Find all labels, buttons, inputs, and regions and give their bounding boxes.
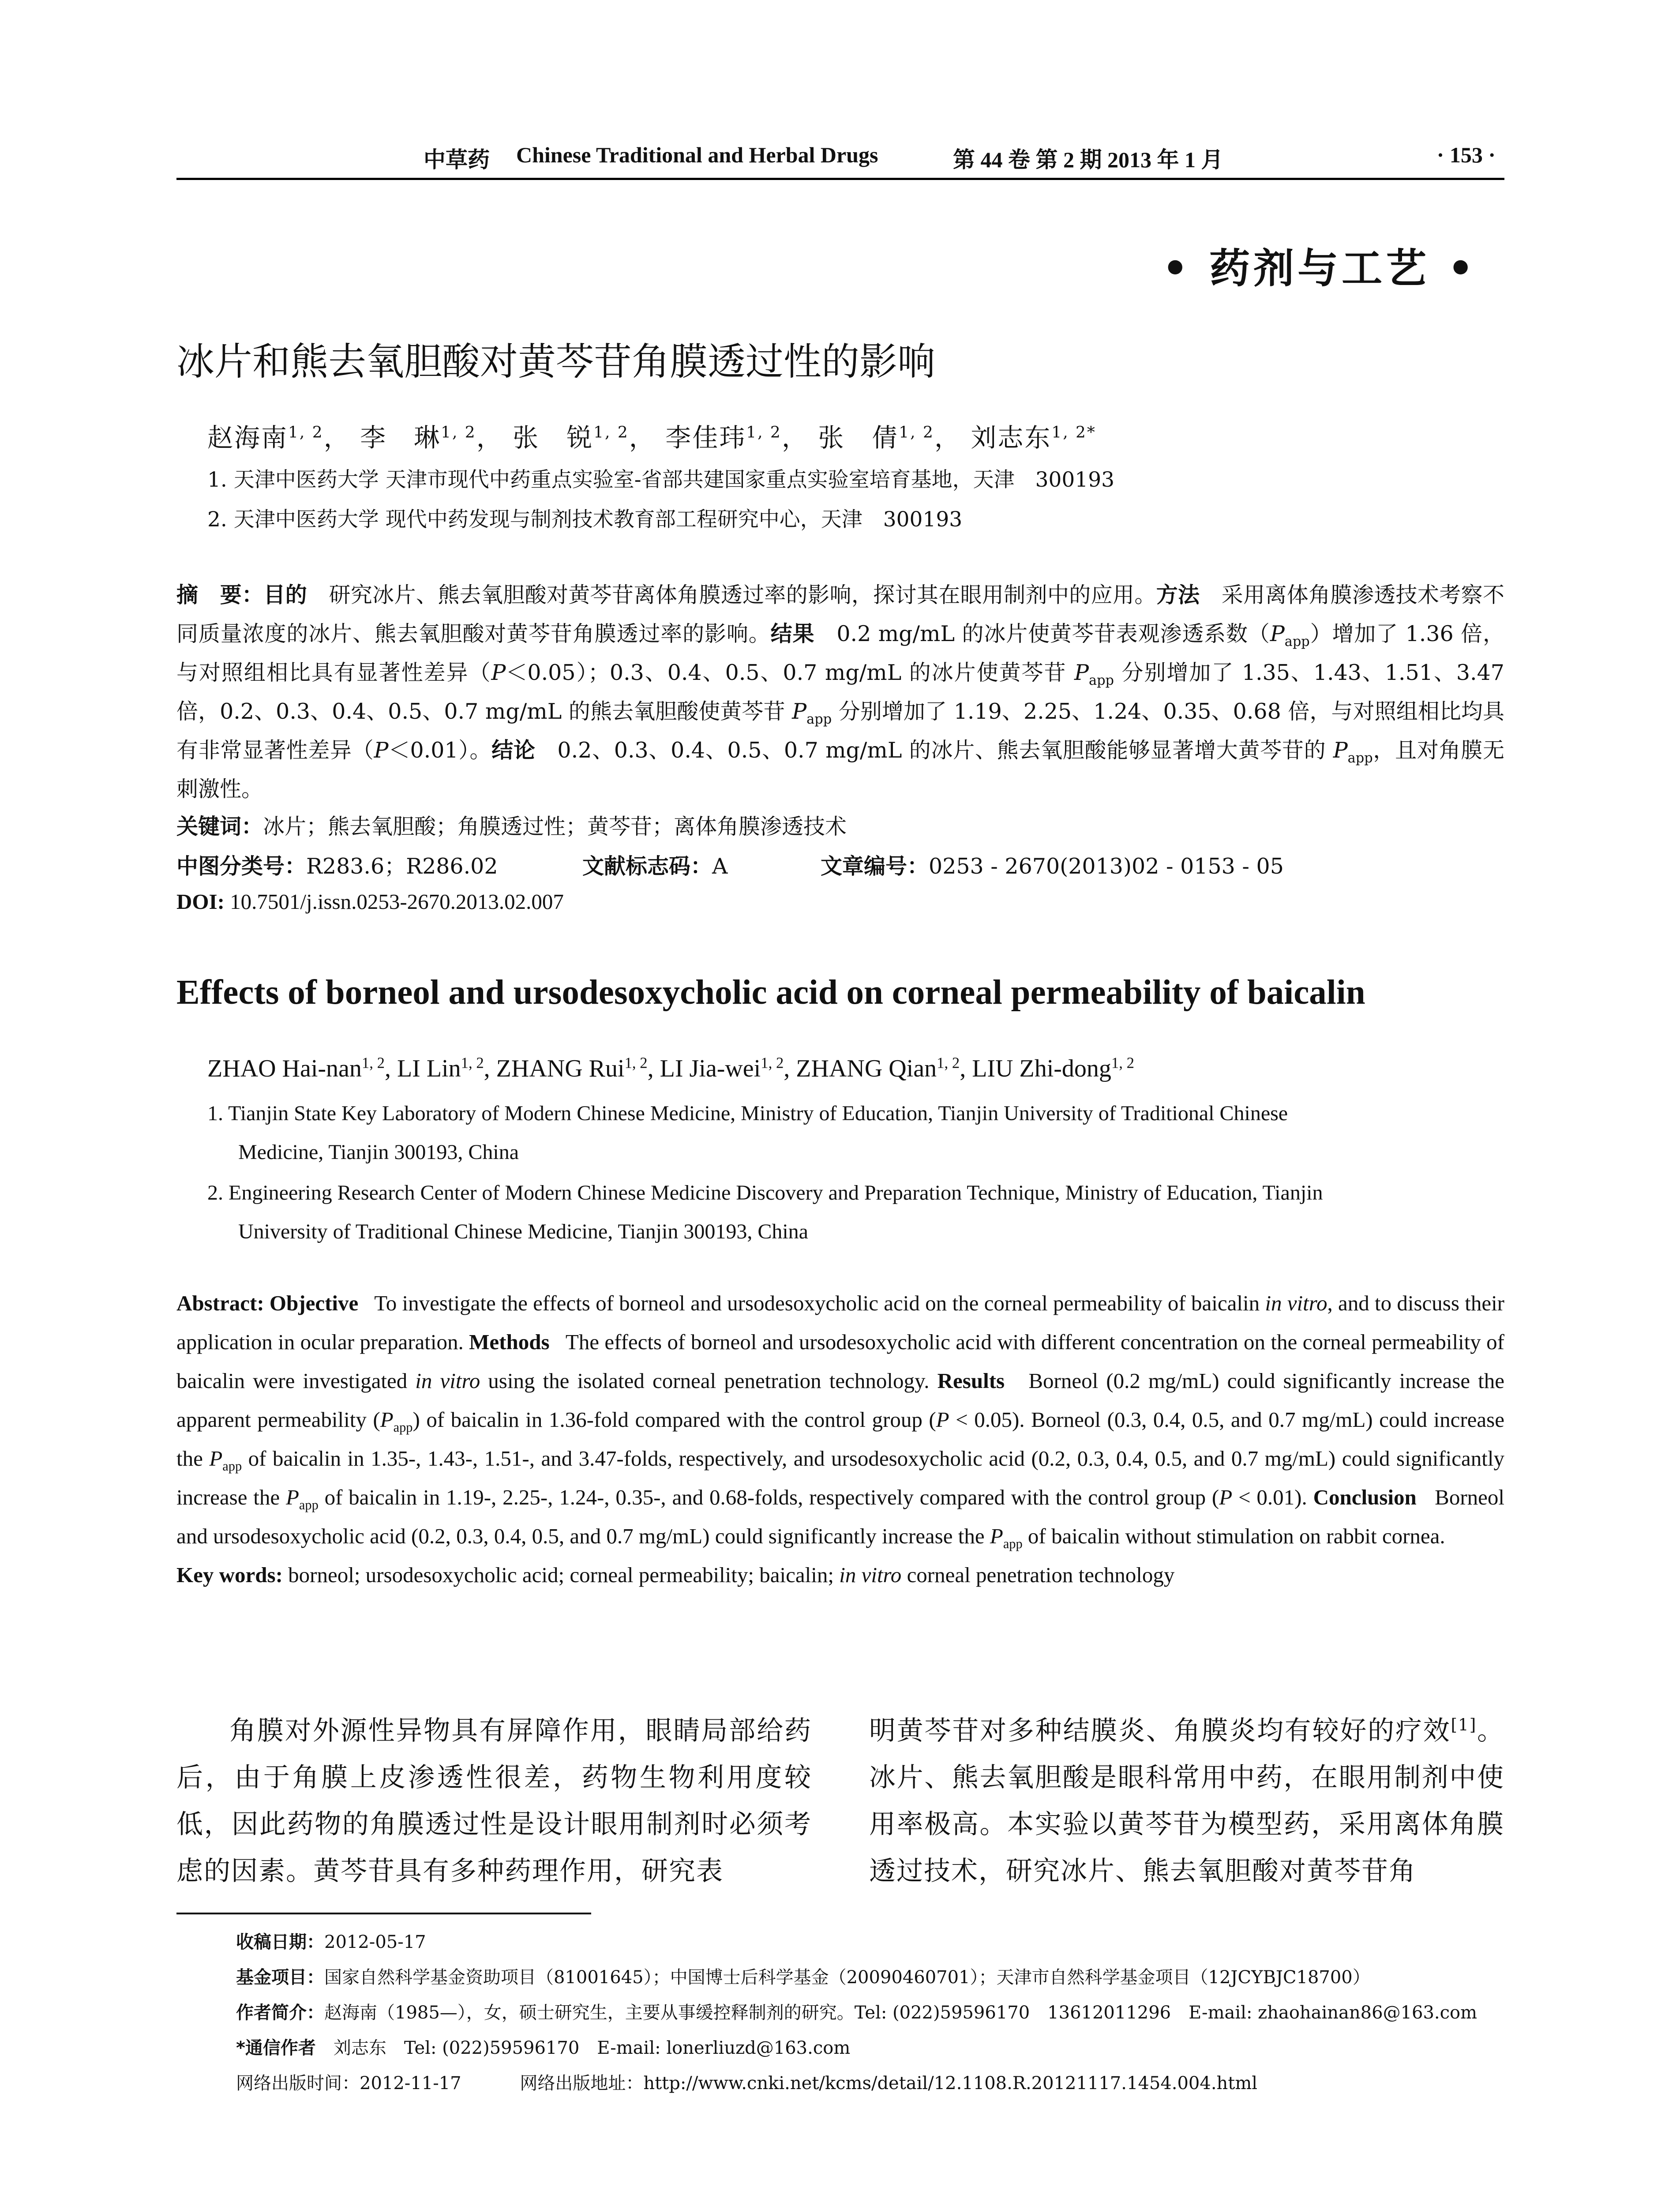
footnote-online: 网络出版时间：2012-11-17 网络出版地址：http://www.cnki.net/kcms/detail/12.1108.R.20121117.1454.004.html — [236, 2073, 1258, 2093]
author-cn: 李佳玮 — [665, 423, 746, 453]
title-cn: 冰片和熊去氧胆酸对黄芩苷角膜透过性的影响 — [176, 340, 935, 384]
body-column-right: 明黄芩苷对多种结膜炎、角膜炎均有较好的疗效[1]。冰片、熊去氧胆酸是眼科常用中药，在眼用制剂中使用率极高。本实验以黄芩苷为模型药，采用离体角膜透过技术，研究冰片、熊去氧胆酸对黄芩苷角 — [869, 1715, 1505, 1887]
journal-name-en: Chinese Traditional and Herbal Drugs — [516, 143, 878, 167]
journal-name-cn: 中草药 — [424, 147, 490, 172]
body-column-left: 角膜对外源性异物具有屏障作用，眼睛局部给药后，由于角膜上皮渗透性很差，药物生物利用度较低，因此药物的角膜透过性是设计眼用制剂时必须考虑的因素。黄芩苷具有多种药理作用，研究表 — [176, 1715, 812, 1887]
running-header — [176, 142, 1504, 177]
affiliation-cn-1: 1. 天津中医药大学 天津市现代中药重点实验室-省部共建国家重点实验室培育基地，天津 300193 — [207, 468, 1115, 492]
issue-info: 第 44 卷 第 2 期 2013 年 1 月 — [953, 147, 1223, 172]
affiliation-en-2: 2. Engineering Research Center of Modern Chinese Medicine Discovery and Preparation Technique, Ministry of Education, Tianjin University of Traditional Chinese Medicine, Tianjin 300193, China — [207, 1181, 1323, 1243]
abstract-en: Abstract: Objective To investigate the effects of borneol and ursodesoxycholic acid on the corneal permeability of baicalin in vitro, and to discuss their application in ocular preparation. Methods The effects of borneol and ursodesoxycholic acid with different concentration on the corneal permeability of baicalin were investigated in vitro using the isolated corneal penetration technology. Results Borneol (0.2 mg/mL) could significantly increase the apparent permeability $(P_{app})$ of baicalin in 1.36-fold compared with the control group (P < 0.05). Borneol (0.3, 0.4, 0.5, and 0.7 mg/mL) could increase the $P_{app}$ of baicalin in 1.35-, 1.43-, 1.51-, and 3.47-folds, respectively, and ursodesoxycholic acid (0.2, 0.3, 0.4, 0.5, and 0.7 mg/mL) could significantly increase the $P_{app}$ of baicalin in 1.19-, 2.25-, 1.24-, 0.35-, and 0.68-folds, respectively compared with the control group (P < 0.01). Conclusion Borneol and ursodesoxycholic acid (0.2, 0.3, 0.4, 0.5, and 0.7 mg/mL) could significantly increase the $P_{app}$ of baicalin without stimulation on rabbit cornea. Key words: borneol; ursodesoxycholic acid; corneal permeability; baicalin; in vitro corneal penetration technology — [176, 1291, 1505, 1587]
affiliation-en-1: 1. Tianjin State Key Laboratory of Modern Chinese Medicine, Ministry of Education, Tianjin University of Traditional Chinese Medicine, Tianjin 300193, China — [207, 1102, 1288, 1164]
keywords-cn: 关键词：冰片；熊去氧胆酸；角膜透过性；黄芩苷；离体角膜渗透技术 — [176, 814, 847, 839]
author-cn: 张 倩 — [818, 423, 899, 453]
authors-en: ZHAO Hai-nan$^{1, 2}$, LI Lin$^{1, 2}$, ZHANG Rui$^{1, 2}$, LI Jia-wei$^{1, 2}$, ZHANG Qian$^{1, 2}$, LIU Zhi-dong$^{1, 2}$ — [207, 1054, 1134, 1082]
authors-cn: 赵海南$^{1, 2}$， 李 琳$^{1, 2}$， 张 锐$^{1, 2}$， 李佳玮$^{1, 2}$， 张 倩$^{1, 2}$， 刘志东$^{1, 2*}$ — [207, 423, 1096, 453]
footnote-corresponding: *通信作者 刘志东 Tel: (022)59596170 E-mail: lonerliuzd@163.com — [236, 2038, 851, 2058]
affiliation-cn-2: 2. 天津中医药大学 现代中药发现与制剂技术教育部工程研究中心，天津 300193 — [207, 507, 963, 532]
author-cn: 赵海南 — [207, 423, 289, 453]
footnote-received: 收稿日期：2012-05-17 — [236, 1932, 426, 1952]
header-rule — [176, 178, 1504, 180]
title-en: Effects of borneol and ursodesoxycholic acid on corneal permeability of baicalin — [176, 973, 1365, 1012]
doi: DOI: 10.7501/j.issn.0253-2670.2013.02.007 — [176, 889, 564, 914]
abstract-cn: 摘 要：目的 研究冰片、熊去氧胆酸对黄芩苷离体角膜透过率的影响，探讨其在眼用制剂中的应用。方法 采用离体角膜渗透技术考察不同质量浓度的冰片、熊去氧胆酸对黄芩苷角膜透过率的影响。结果 0.2 mg/mL 的冰片使黄芩苷表观渗透系数$(P_{app})$增加了 1.36 倍，与对照组相比具有显著性差异（P＜0.05）；0.3、0.4、0.5、0.7 mg/mL 的冰片使黄芩苷 $P_{app}$ 分别增加了 1.35、1.43、1.51、3.47 倍，0.2、0.3、0.4、0.5、0.7 mg/mL 的熊去氧胆酸使黄芩苷 $P_{app}$ 分别增加了 1.19、2.25、1.24、0.35、0.68 倍，与对照组相比均具有非常显著性差异（P＜0.01）。结论 0.2、0.3、0.4、0.5、0.7 mg/mL 的冰片、熊去氧胆酸能够显著增大黄芩苷的 $P_{app}$，且对角膜无刺激性。 — [176, 582, 1504, 802]
author-cn: 李 琳 — [360, 423, 441, 453]
footnote-rule — [176, 1913, 591, 1914]
author-cn: 刘志东 — [971, 423, 1052, 453]
footnote-fund: 基金项目：国家自然科学基金资助项目（81001645）；中国博士后科学基金（20090460701）；天津市自然科学基金项目（12JCYBJC18700） — [236, 1967, 1370, 1988]
author-cn: 张 锐 — [513, 423, 594, 453]
footnote-author: 作者简介：赵海南（1985—），女，硕士研究生，主要从事缓控释制剂的研究。Tel: (022)59596170 13612011296 E-mail: zhaohainan86@163.com — [236, 2003, 1478, 2023]
page-number: · 153 · — [1436, 143, 1496, 167]
section-label: • 药剂与工艺 • — [1162, 244, 1477, 292]
